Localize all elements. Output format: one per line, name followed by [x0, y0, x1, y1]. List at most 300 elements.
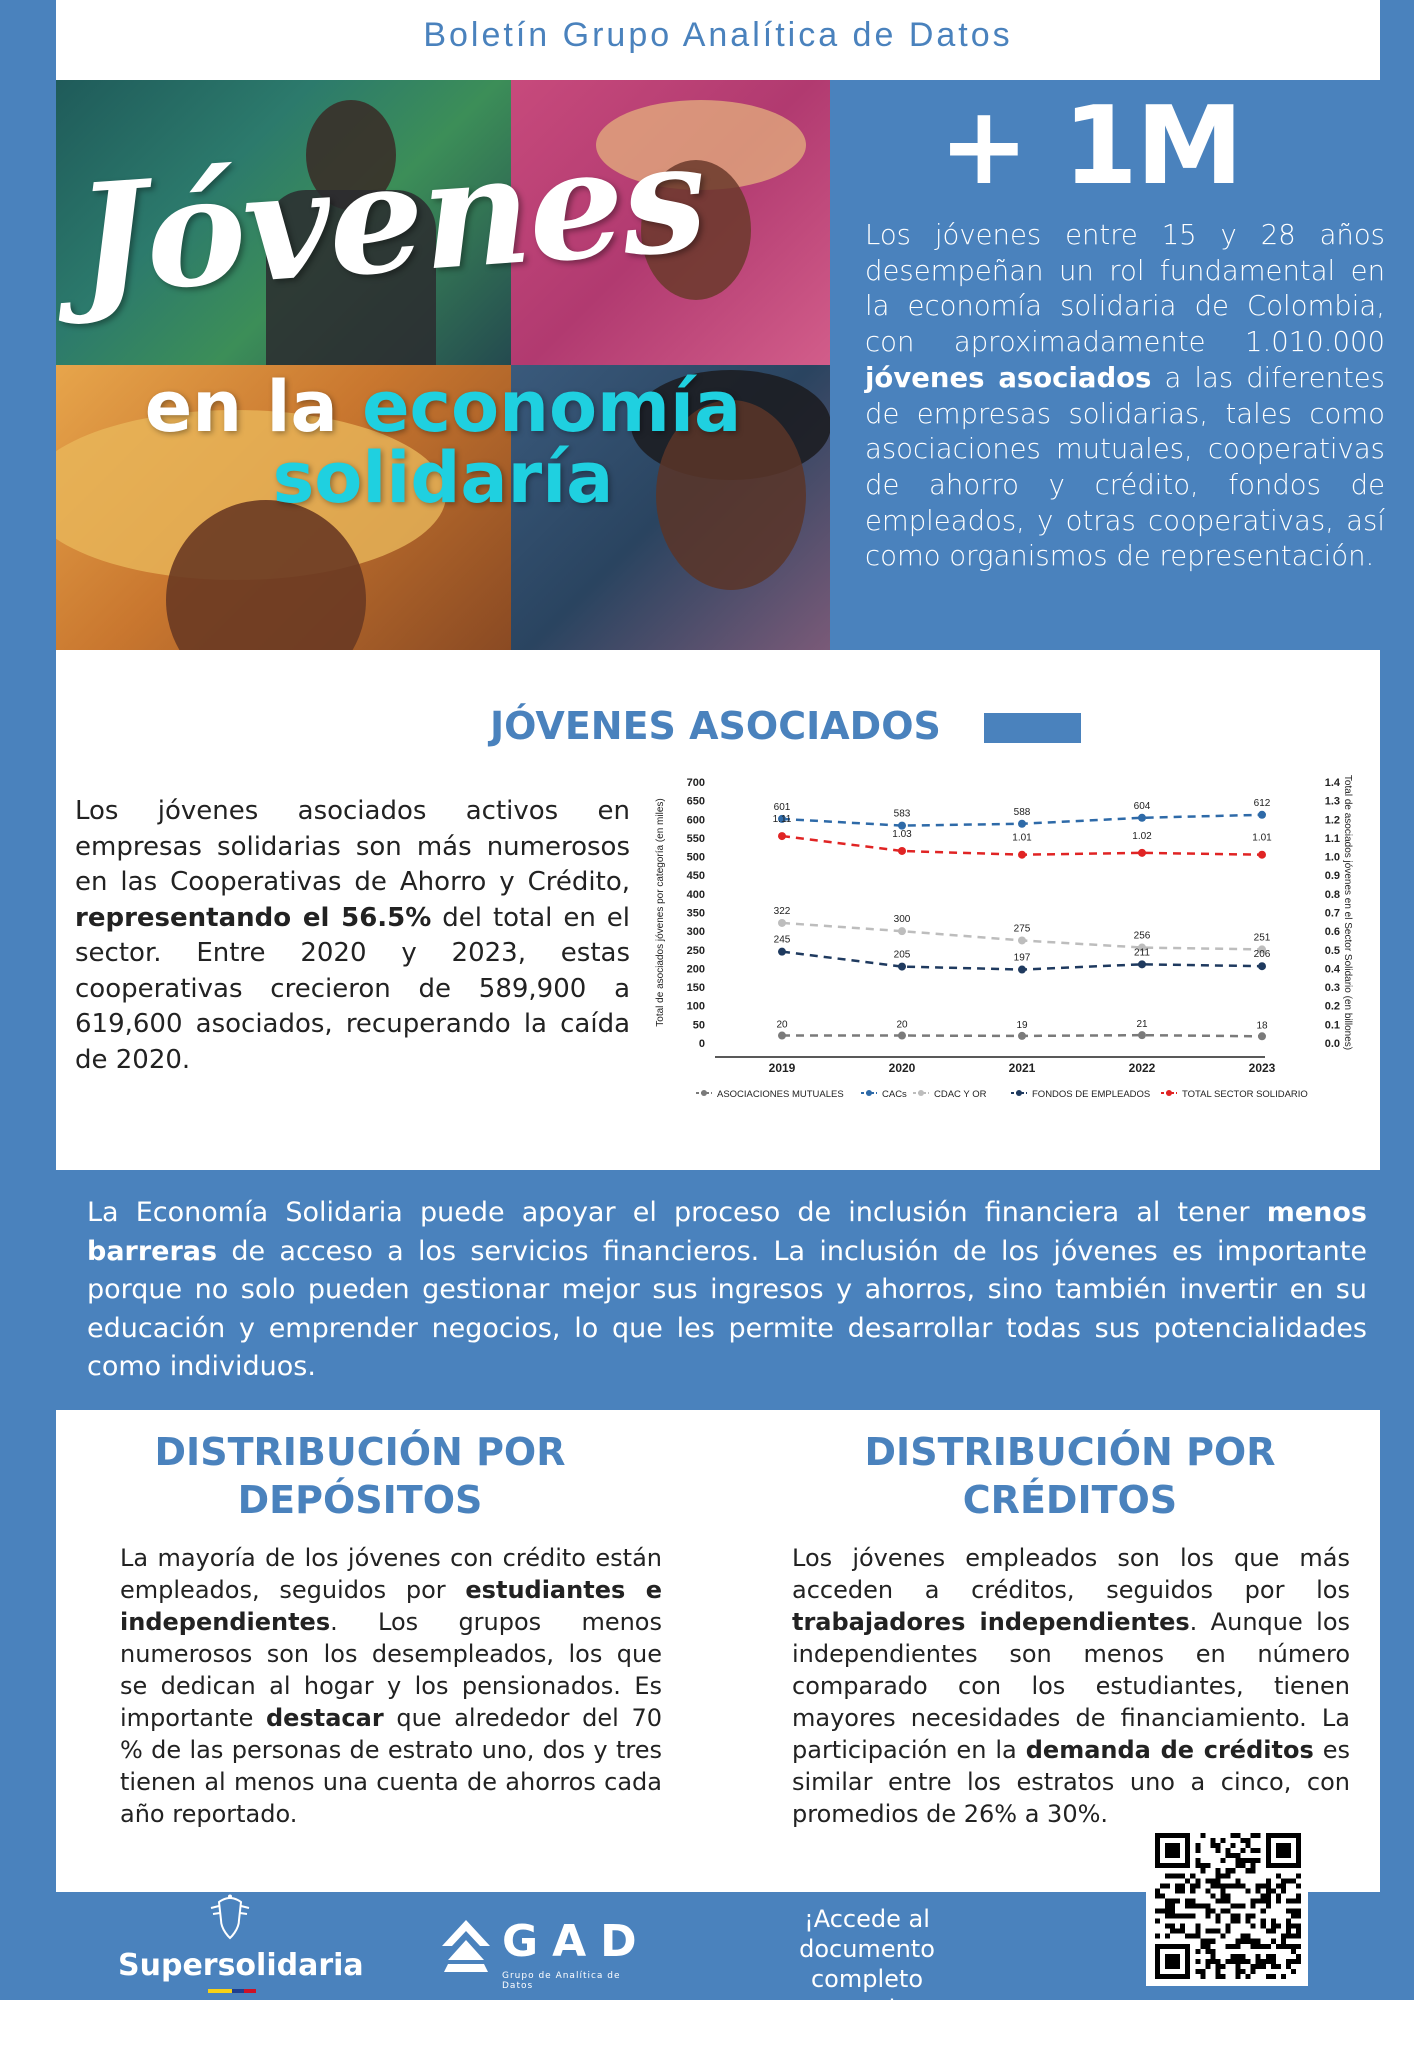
qr-module: [1296, 1909, 1301, 1914]
qr-module: [1281, 1853, 1286, 1858]
hero-para-text: Los jóvenes entre 15 y 28 años desempeñan un rol fundamental en la economía solidaria de Colombia, con aproximadamente 1.010.000: [865, 219, 1385, 359]
qr-module: [1276, 1833, 1281, 1838]
data-label: 251: [1253, 932, 1271, 944]
deposits-title: [120, 1428, 600, 1524]
qr-module: [1200, 1903, 1205, 1908]
qr-module: [1170, 1959, 1175, 1964]
data-label: 300: [893, 914, 911, 926]
qr-module: [1251, 1944, 1256, 1949]
qr-module: [1155, 1853, 1160, 1858]
qr-module: [1241, 1848, 1246, 1853]
qr-module: [1241, 1939, 1246, 1944]
qr-module: [1185, 1843, 1190, 1848]
qr-module: [1195, 1959, 1200, 1964]
qr-module: [1246, 1939, 1251, 1944]
qr-module: [1291, 1898, 1296, 1903]
qr-module: [1246, 1959, 1251, 1964]
qr-module: [1205, 1914, 1210, 1919]
qr-module: [1160, 1883, 1165, 1888]
data-point: [778, 919, 786, 927]
qr-module: [1185, 1934, 1190, 1939]
y-right-tick-label: 0.9: [1324, 870, 1340, 883]
qr-module: [1170, 1924, 1175, 1929]
colombia-flag-stripe: [208, 1989, 256, 1993]
qr-module: [1180, 1914, 1185, 1919]
qr-module: [1291, 1949, 1296, 1954]
qr-module: [1256, 1833, 1261, 1838]
qr-module: [1175, 1974, 1180, 1979]
qr-module: [1175, 1848, 1180, 1853]
coat-of-arms-icon: [207, 1894, 253, 1944]
qr-module: [1281, 1888, 1286, 1893]
qr-module: [1236, 1858, 1241, 1863]
qr-module: [1225, 1883, 1230, 1888]
qr-module: [1225, 1873, 1230, 1878]
qr-module: [1220, 1888, 1225, 1893]
qr-module: [1276, 1843, 1281, 1848]
data-point: [1258, 962, 1266, 970]
qr-module: [1155, 1838, 1160, 1843]
data-point: [1138, 1031, 1146, 1039]
qr-module: [1296, 1959, 1301, 1964]
qr-module: [1180, 1944, 1185, 1949]
qr-module: [1165, 1863, 1170, 1868]
qr-module: [1261, 1924, 1266, 1929]
qr-module: [1236, 1833, 1241, 1838]
qr-module: [1170, 1833, 1175, 1838]
qr-module: [1296, 1934, 1301, 1939]
hero-photo-collage: [56, 80, 830, 650]
legend-marker: [1166, 1090, 1172, 1096]
qr-module: [1251, 1969, 1256, 1974]
qr-module: [1215, 1883, 1220, 1888]
qr-module: [1165, 1843, 1170, 1848]
qr-module: [1276, 1848, 1281, 1853]
qr-module: [1205, 1939, 1210, 1944]
legend-marker: [1016, 1090, 1022, 1096]
qr-module: [1276, 1853, 1281, 1858]
qr-module: [1165, 1833, 1170, 1838]
qr-module: [1291, 1833, 1296, 1838]
qr-module: [1210, 1929, 1215, 1934]
qr-module: [1195, 1924, 1200, 1929]
qr-module: [1210, 1878, 1215, 1883]
qr-module: [1215, 1964, 1220, 1969]
qr-module: [1210, 1843, 1215, 1848]
associates-para-bold: representando el 56.5%: [75, 902, 432, 933]
legend-entry: CDAC Y OR: [934, 1089, 987, 1100]
left-frame-band: [0, 0, 56, 2000]
deposits-title-line1: DISTRIBUCIÓN POR: [154, 1430, 566, 1474]
qr-module: [1190, 1934, 1195, 1939]
data-label: 256: [1133, 930, 1151, 942]
qr-module: [1210, 1909, 1215, 1914]
qr-module: [1271, 1959, 1276, 1964]
hero-para-text: a las diferentes de empresas solidarias, tales como asociaciones mutuales, cooperativas de ahorro y crédito, fondos de empleados, y otras cooperativas, así como organismos de representación.: [865, 361, 1385, 573]
qr-module: [1266, 1888, 1271, 1893]
legend-entry: ASOCIACIONES MUTUALES: [717, 1089, 844, 1100]
qr-module: [1281, 1843, 1286, 1848]
legend-marker: [918, 1090, 924, 1096]
qr-module: [1220, 1838, 1225, 1843]
qr-module: [1281, 1974, 1286, 1979]
qr-module: [1165, 1974, 1170, 1979]
data-point: [898, 847, 906, 855]
qr-module: [1175, 1833, 1180, 1838]
qr-module: [1261, 1944, 1266, 1949]
qr-module: [1180, 1863, 1185, 1868]
qr-module: [1170, 1898, 1175, 1903]
qr-module: [1180, 1924, 1185, 1929]
deposits-bold: estudiantes e independientes: [120, 1576, 662, 1636]
qr-module: [1185, 1974, 1190, 1979]
qr-module: [1271, 1919, 1276, 1924]
x-tick-label: 2023: [1248, 1061, 1276, 1075]
qr-module: [1195, 1878, 1200, 1883]
qr-module: [1205, 1878, 1210, 1883]
qr-module: [1266, 1954, 1271, 1959]
y-tick-label: 100: [686, 1000, 705, 1013]
qr-module: [1220, 1964, 1225, 1969]
qr-module: [1246, 1919, 1251, 1924]
band-bold: menos barreras: [87, 1197, 1367, 1267]
qr-module: [1231, 1959, 1236, 1964]
qr-module: [1205, 1903, 1210, 1908]
qr-module: [1185, 1898, 1190, 1903]
y-right-tick-label: 0.0: [1324, 1038, 1340, 1050]
qr-module: [1185, 1848, 1190, 1853]
qr-module: [1286, 1898, 1291, 1903]
qr-module: [1225, 1853, 1230, 1858]
qr-module: [1185, 1944, 1190, 1949]
qr-module: [1165, 1909, 1170, 1914]
qr-module: [1195, 1848, 1200, 1853]
qr-module: [1165, 1964, 1170, 1969]
gad-logo-icon: [440, 1918, 492, 1974]
qr-module: [1236, 1944, 1241, 1949]
qr-module: [1205, 1949, 1210, 1954]
qr-module: [1291, 1969, 1296, 1974]
qr-module: [1241, 1858, 1246, 1863]
qr-module: [1251, 1903, 1256, 1908]
qr-module: [1266, 1843, 1271, 1848]
data-point: [778, 832, 786, 840]
x-tick-label: 2020: [888, 1061, 916, 1075]
qr-module: [1236, 1878, 1241, 1883]
qr-module: [1170, 1843, 1175, 1848]
legend-marker: [866, 1090, 872, 1096]
qr-module: [1185, 1964, 1190, 1969]
qr-module: [1155, 1909, 1160, 1914]
qr-module: [1266, 1848, 1271, 1853]
band-text: La Economía Solidaria puede apoyar el proceso de inclusión financiera al tener: [87, 1197, 1267, 1228]
qr-module: [1190, 1914, 1195, 1919]
data-point: [898, 927, 906, 935]
qr-module: [1170, 1863, 1175, 1868]
qr-module: [1276, 1898, 1281, 1903]
qr-module: [1185, 1838, 1190, 1843]
qr-module: [1231, 1944, 1236, 1949]
qr-module: [1256, 1964, 1261, 1969]
qr-module: [1296, 1898, 1301, 1903]
qr-module: [1236, 1964, 1241, 1969]
y-right-tick-label: 1.0: [1324, 851, 1340, 864]
qr-module: [1155, 1833, 1160, 1838]
qr-module: [1185, 1959, 1190, 1964]
qr-module: [1215, 1873, 1220, 1878]
qr-module: [1236, 1959, 1241, 1964]
qr-module: [1236, 1974, 1241, 1979]
qr-module: [1291, 1924, 1296, 1929]
qr-module: [1266, 1903, 1271, 1908]
qr-module: [1236, 1914, 1241, 1919]
credits-text: es similar entre los estratos uno a cinco, con promedios de 26% a 30%.: [792, 1736, 1351, 1828]
data-label: 19: [1016, 1019, 1028, 1031]
qr-module: [1200, 1939, 1205, 1944]
data-point: [1258, 851, 1266, 859]
qr-module: [1266, 1974, 1271, 1979]
qr-module: [1236, 1954, 1241, 1959]
credits-title: [800, 1428, 1340, 1524]
qr-module: [1241, 1934, 1246, 1939]
qr-module: [1185, 1858, 1190, 1863]
associates-paragraph: [75, 794, 630, 1078]
qr-module: [1155, 1949, 1160, 1954]
qr-module: [1296, 1914, 1301, 1919]
qr-module: [1215, 1929, 1220, 1934]
qr-module: [1195, 1929, 1200, 1934]
qr-module: [1261, 1959, 1266, 1964]
qr-module: [1246, 1934, 1251, 1939]
qr-module: [1165, 1873, 1170, 1878]
qr-module: [1200, 1833, 1205, 1838]
legend-marker: [701, 1090, 707, 1096]
qr-module: [1261, 1919, 1266, 1924]
data-point: [898, 963, 906, 971]
qr-module: [1165, 1848, 1170, 1853]
qr-module: [1256, 1954, 1261, 1959]
qr-module: [1155, 1934, 1160, 1939]
qr-module: [1281, 1883, 1286, 1888]
qr-module: [1170, 1914, 1175, 1919]
qr-module: [1170, 1929, 1175, 1934]
qr-module: [1155, 1974, 1160, 1979]
qr-module: [1251, 1898, 1256, 1903]
qr-module: [1291, 1914, 1296, 1919]
data-label: 206: [1253, 949, 1271, 961]
qr-module: [1185, 1914, 1190, 1919]
qr-module: [1165, 1898, 1170, 1903]
qr-module: [1215, 1974, 1220, 1979]
qr-module: [1261, 1964, 1266, 1969]
qr-module: [1200, 1868, 1205, 1873]
data-point: [1018, 1032, 1026, 1040]
qr-module: [1170, 1974, 1175, 1979]
qr-module: [1190, 1883, 1195, 1888]
data-point: [1258, 1032, 1266, 1040]
y-right-tick-label: 0.4: [1324, 963, 1340, 976]
deposits-title-line2: DEPÓSITOS: [237, 1478, 483, 1522]
supersolidaria-logo-text: Supersolidaria: [118, 1948, 364, 1983]
qr-module: [1236, 1969, 1241, 1974]
qr-module: [1175, 1959, 1180, 1964]
credits-title-line2: CRÉDITOS: [962, 1478, 1178, 1522]
y-tick-label: 700: [686, 777, 705, 789]
gad-logo-subtitle: Grupo de Analítica de Datos: [502, 1971, 621, 1991]
title-accent-bar: [984, 713, 1081, 743]
qr-module: [1276, 1924, 1281, 1929]
qr-module: [1170, 1944, 1175, 1949]
hero-subtitle-cyan: economía: [362, 366, 742, 448]
qr-module: [1251, 1914, 1256, 1919]
qr-module: [1256, 1939, 1261, 1944]
qr-module: [1281, 1833, 1286, 1838]
hero-paragraph: [865, 218, 1385, 575]
qr-module: [1165, 1914, 1170, 1919]
data-point: [1018, 820, 1026, 828]
y-tick-label: 500: [686, 851, 705, 864]
qr-module: [1170, 1964, 1175, 1969]
qr-module: [1246, 1888, 1251, 1893]
qr-module: [1261, 1893, 1266, 1898]
qr-module: [1271, 1888, 1276, 1893]
qr-module: [1155, 1863, 1160, 1868]
qr-module: [1180, 1833, 1185, 1838]
qr-module: [1241, 1954, 1246, 1959]
qr-module: [1266, 1863, 1271, 1868]
qr-module: [1291, 1934, 1296, 1939]
qr-module: [1236, 1919, 1241, 1924]
hero-script-title: Jóvenes: [70, 109, 711, 329]
qr-module: [1195, 1883, 1200, 1888]
credits-bold: trabajadores independientes: [792, 1608, 1190, 1636]
data-point: [778, 948, 786, 956]
qr-module: [1175, 1964, 1180, 1969]
qr-module: [1241, 1903, 1246, 1908]
qr-module: [1215, 1868, 1220, 1873]
qr-module: [1165, 1883, 1170, 1888]
associates-line-chart: [645, 770, 1355, 1110]
qr-module: [1210, 1954, 1215, 1959]
qr-module: [1266, 1959, 1271, 1964]
qr-module: [1261, 1898, 1266, 1903]
qr-module: [1200, 1944, 1205, 1949]
qr-module: [1180, 1873, 1185, 1878]
associates-section-title: JÓVENES ASOCIADOS: [490, 704, 941, 748]
qr-module: [1170, 1909, 1175, 1914]
data-label: 1.01: [1012, 832, 1032, 844]
data-label: 205: [893, 949, 911, 961]
hero-subtitle-white: en la: [144, 366, 363, 448]
hero-subtitle-line1: [56, 366, 830, 448]
qr-module: [1231, 1853, 1236, 1858]
qr-module: [1175, 1883, 1180, 1888]
qr-module: [1155, 1969, 1160, 1974]
qr-module: [1271, 1929, 1276, 1934]
qr-module: [1175, 1898, 1180, 1903]
qr-module: [1266, 1878, 1271, 1883]
qr-module: [1215, 1919, 1220, 1924]
qr-module: [1220, 1909, 1225, 1914]
qr-module: [1241, 1959, 1246, 1964]
qr-module: [1296, 1843, 1301, 1848]
credits-title-line1: DISTRIBUCIÓN POR: [864, 1430, 1276, 1474]
qr-module: [1225, 1893, 1230, 1898]
x-tick-label: 2021: [1008, 1061, 1036, 1075]
qr-module: [1185, 1853, 1190, 1858]
qr-module: [1195, 1903, 1200, 1908]
data-label: 20: [776, 1019, 788, 1031]
qr-module: [1175, 1929, 1180, 1934]
qr-module: [1271, 1954, 1276, 1959]
data-point: [1258, 811, 1266, 819]
qr-module: [1210, 1883, 1215, 1888]
qr-module: [1266, 1838, 1271, 1843]
qr-code-icon[interactable]: [1155, 1833, 1301, 1979]
qr-module: [1296, 1833, 1301, 1838]
qr-module: [1215, 1843, 1220, 1848]
data-label: 1.03: [892, 828, 912, 840]
qr-module: [1180, 1974, 1185, 1979]
qr-module: [1185, 1954, 1190, 1959]
qr-module: [1195, 1863, 1200, 1868]
qr-module: [1220, 1893, 1225, 1898]
qr-module: [1155, 1843, 1160, 1848]
data-label: 197: [1013, 952, 1031, 964]
qr-module: [1276, 1944, 1281, 1949]
y-right-tick-label: 0.5: [1324, 944, 1340, 957]
qr-module: [1236, 1903, 1241, 1908]
qr-module: [1296, 1838, 1301, 1843]
qr-module: [1296, 1944, 1301, 1949]
qr-module: [1210, 1838, 1215, 1843]
associates-para-text: del total en el sector. Entre 2020 y 2023, estas cooperativas crecieron de 589,900 a 619,600 asociados, recuperando la caída de 2020.: [75, 902, 630, 1075]
qr-module: [1220, 1858, 1225, 1863]
qr-module: [1281, 1863, 1286, 1868]
qr-module: [1210, 1939, 1215, 1944]
y-right-tick-label: 1.4: [1324, 777, 1340, 789]
hero-subtitle-line2: solidaría: [272, 437, 614, 519]
qr-module: [1286, 1944, 1291, 1949]
qr-module: [1155, 1893, 1160, 1898]
hero-para-bold: jóvenes asociados: [865, 361, 1152, 394]
qr-module: [1251, 1858, 1256, 1863]
data-label: 612: [1253, 797, 1271, 809]
y-tick-label: 450: [686, 870, 705, 883]
qr-module: [1231, 1833, 1236, 1838]
y-right-tick-label: 0.3: [1324, 982, 1340, 995]
qr-module: [1231, 1914, 1236, 1919]
qr-module: [1175, 1954, 1180, 1959]
qr-module: [1251, 1939, 1256, 1944]
data-label: 1.01: [1252, 832, 1272, 844]
qr-module: [1286, 1863, 1291, 1868]
qr-module: [1236, 1883, 1241, 1888]
qr-module: [1205, 1964, 1210, 1969]
qr-module: [1155, 1848, 1160, 1853]
qr-module: [1200, 1974, 1205, 1979]
y-right-tick-label: 0.8: [1324, 888, 1340, 901]
qr-module: [1225, 1924, 1230, 1929]
qr-module: [1155, 1888, 1160, 1893]
qr-module: [1175, 1888, 1180, 1893]
qr-module: [1281, 1934, 1286, 1939]
qr-module: [1225, 1909, 1230, 1914]
y-axis-title: Total de asociados jóvenes por categoría (en miles): [655, 798, 666, 1027]
qr-module: [1160, 1909, 1165, 1914]
inclusion-paragraph: [87, 1194, 1367, 1387]
qr-module: [1185, 1903, 1190, 1908]
